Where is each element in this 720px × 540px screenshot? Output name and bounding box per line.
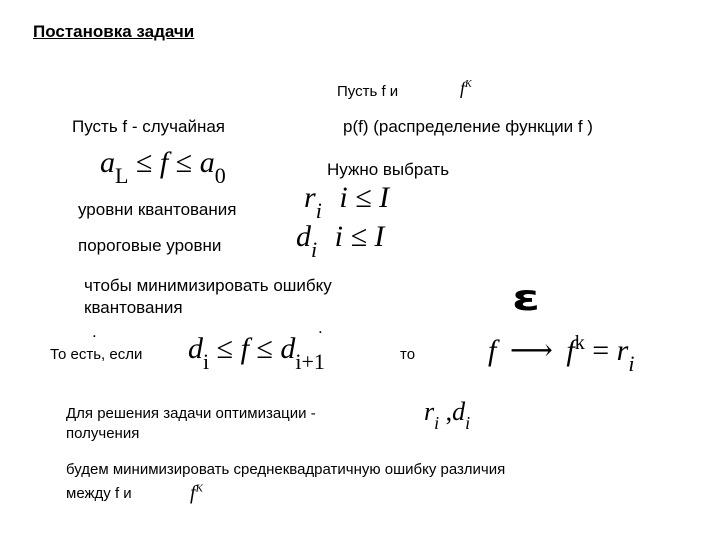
threshold-levels-label: пороговые уровни bbox=[78, 236, 222, 255]
quant-levels-label: уровни квантования bbox=[78, 200, 237, 219]
mapping-formula: f ⟶ $f^k = r_i$ bbox=[488, 332, 635, 376]
solve-text-line1: Для решения задачи оптимизации - bbox=[66, 405, 316, 422]
f-k-formula-bottom: $f^K$ bbox=[190, 482, 203, 504]
let-f-random-text: Пусть f - случайная bbox=[72, 117, 225, 136]
interval-formula: $d_i \le f \le d_{i+1}$ bbox=[188, 332, 325, 374]
then-text: то bbox=[400, 346, 416, 363]
threshold-levels-formula: $d_i$ i ≤ I bbox=[296, 220, 385, 262]
page-title: Постановка задачи bbox=[33, 22, 195, 41]
dot-left: . bbox=[92, 322, 97, 341]
distribution-text: p(f) (распределение функции f ) bbox=[343, 117, 593, 136]
minimize-text-line2: квантования bbox=[84, 298, 183, 317]
need-choose-text: Нужно выбрать bbox=[327, 160, 450, 179]
dot-right: . bbox=[318, 318, 323, 337]
let-f-and-text: Пусть f и bbox=[337, 83, 399, 100]
epsilon-symbol: ε bbox=[511, 278, 541, 319]
solve-text-line2: получения bbox=[66, 425, 140, 442]
that-is-if-text: То есть, если bbox=[50, 346, 143, 363]
minimize-text-line1: чтобы минимизировать ошибку bbox=[84, 276, 332, 295]
bounds-formula: $a_L \le f \le a_0$ bbox=[100, 146, 226, 188]
quant-levels-formula: $r_i$ i ≤ I bbox=[304, 181, 390, 223]
minimize-msd-line2: между f и bbox=[66, 485, 132, 502]
f-k-formula-top: $f^K$ bbox=[460, 78, 472, 98]
minimize-msd-line1: будем минимизировать среднеквадратичную ошибку различия bbox=[66, 461, 506, 478]
ri-di-formula: $r_i$ $,d_i$ bbox=[424, 397, 471, 433]
